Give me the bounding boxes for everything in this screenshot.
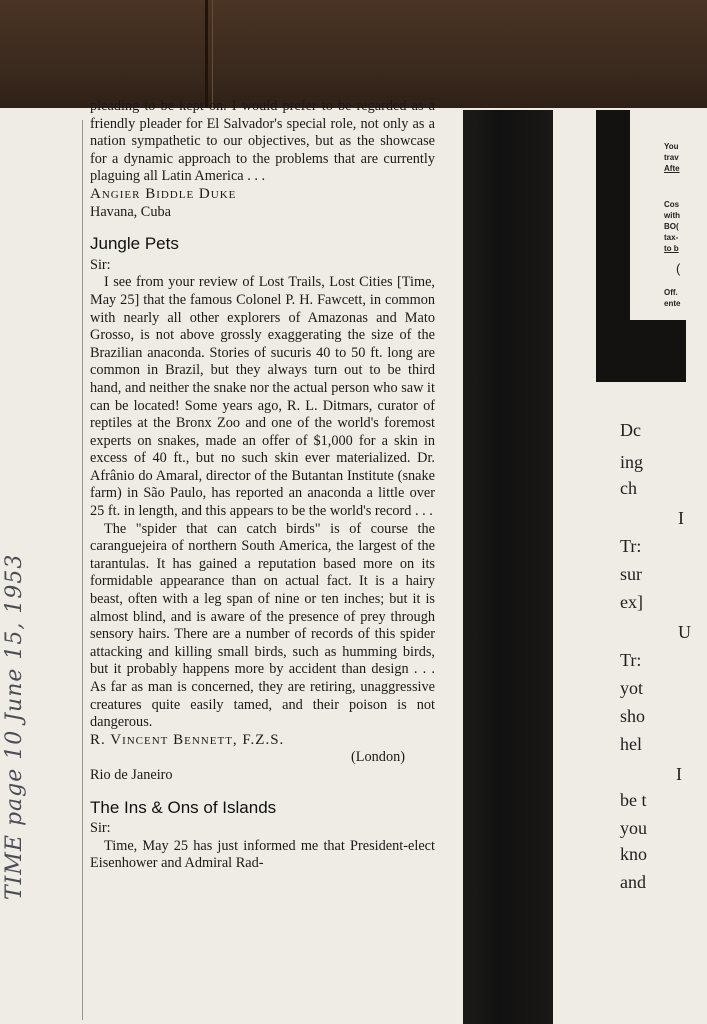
text-fragment: yot	[620, 678, 644, 698]
ad-text-fragment: tax-	[664, 233, 679, 242]
salutation: Sir:	[90, 820, 111, 837]
text-fragment: U	[678, 622, 691, 642]
ad-text-fragment: with	[664, 211, 680, 220]
text-fragment: Tr:	[620, 536, 642, 556]
letter-text: pleading to be kept on. I would prefer to be regarded as a friendly pleader for El Salvador's special role, not only as a nation sympathetic to our objectives, but as the showcase for a dynamic approach to the problems that are currently plaguing all Latin America . . .	[90, 98, 435, 185]
ad-text-fragment: Off.	[664, 288, 678, 297]
ad-text-fragment: Afte	[664, 164, 680, 173]
letter-paragraph: Time, May 25 has just informed me that President-elect Eisenhower and Admiral Rad-	[90, 837, 435, 872]
column-rule	[82, 120, 83, 1020]
text-fragment: kno	[620, 844, 647, 864]
handwritten-note: TIME page 10 June 15, 1953	[2, 553, 27, 900]
text-fragment: ex]	[620, 592, 643, 612]
letter-place: Havana, Cuba	[90, 203, 171, 220]
salutation: Sir:	[90, 256, 111, 273]
letter-signature: R. Vincent Bennett, F.Z.S.	[90, 731, 285, 748]
ad-text-fragment: BO(	[664, 222, 679, 231]
text-fragment: sho	[620, 706, 646, 726]
wood-seam	[205, 0, 208, 110]
text-fragment: sur	[620, 564, 642, 584]
ad-text-fragment: (	[676, 261, 681, 276]
ad-text-fragment: ente	[664, 299, 681, 308]
text-fragment: be t	[620, 790, 647, 810]
letters-column	[90, 98, 435, 873]
letter-paragraph: The "spider that can catch birds" is of course the caranguejeira of northern South America, the largest of the tarantulas. It has gained a reputation based more on its formidable appearance than on actual fact. It is a hairy beast, often with a leg span of nine or ten inches; but it is almost blind, and is aware of the presence of prey through sensory hairs. There are a number of records of this spider attacking and killing small birds, such as humming birds, but it probably happens more by accident than design . . . As far as man is concerned, they are retiring, unaggressive creatures quite easily tamed, and their poison is not dangerous.	[90, 520, 435, 731]
text-fragment: ch	[620, 478, 637, 498]
wood-seam	[212, 0, 213, 110]
section-heading: The Ins & Ons of Islands	[90, 797, 277, 817]
ad-text-fragment: to b	[664, 244, 679, 253]
text-fragment: I	[678, 508, 684, 528]
section-heading: Jungle Pets	[90, 234, 179, 254]
text-fragment: Tr:	[620, 650, 642, 670]
text-fragment: Dc	[620, 420, 641, 440]
ad-text-fragment: Cos	[664, 200, 680, 209]
letter-paragraph: I see from your review of Lost Trails, Lost Cities [Time, May 25] that the famous Colonel P. H. Fawcett, in common with nearly all other explorers of Amazonas and Mato Grosso, is not above grossly exaggerating the size of the Brazilian anaconda. Stories of sucuris 40 to 50 ft. long are common in Brazil, but they always turn out to be third hand, and neither the snake nor the actual person who saw it can be located! Some years ago, R. L. Ditmars, curator of reptiles at the Bronx Zoo and one of the world's foremost experts on snakes, made an offer of $1,000 for a skin in excess of 40 ft., but no such skin ever materialized. Dr. Afrânio do Amaral, director of the Butantan Institute (snake farm) in São Paulo, has reported an anaconda a little over 25 ft. in length, and this appears to be the world's record . . .	[90, 274, 435, 520]
letter-signature-sub: (London)	[351, 749, 405, 766]
dark-tab-shadow	[596, 110, 630, 330]
text-fragment: hel	[620, 734, 642, 754]
text-fragment: ing	[620, 452, 644, 472]
letter-signature: Angier Biddle Duke	[90, 185, 237, 202]
text-fragment: I	[676, 764, 682, 784]
dark-fold-band	[463, 110, 553, 1024]
letter-place: Rio de Janeiro	[90, 766, 173, 783]
ad-text-fragment: trav	[664, 153, 679, 162]
dark-tab-shadow	[596, 320, 686, 382]
text-fragment: and	[620, 872, 646, 892]
text-fragment: you	[620, 818, 647, 838]
ad-text-fragment: You	[664, 142, 679, 151]
wood-background	[0, 0, 707, 110]
